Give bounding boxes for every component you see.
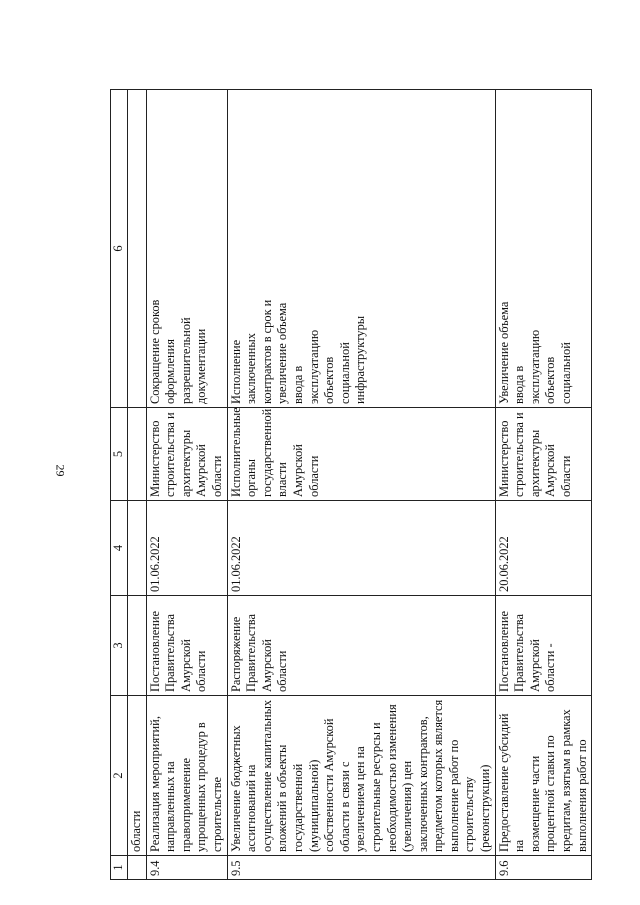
date-cell: 20.06.2022 xyxy=(495,501,592,596)
event-cell: Предоставление субсидий на возмещение части процентной ставки по кредитам, взятым в рамках выполнения работ по xyxy=(495,696,592,856)
page-number: 29 xyxy=(53,464,68,477)
table-row xyxy=(146,90,227,880)
result-cell: Увеличение объема ввода в эксплуатацию объектов социальной xyxy=(495,90,592,408)
table-cell xyxy=(128,501,147,596)
row-number: 9.5 xyxy=(227,856,495,880)
date-cell: 01.06.2022 xyxy=(146,501,227,596)
result-cell: Исполнение заключенных контрактов в срок и увеличение объема ввода в эксплуатацию объектов социальной инфраструктуры xyxy=(227,90,495,408)
header-cell: 1 xyxy=(111,856,128,880)
row-number: 9.4 xyxy=(146,856,227,880)
header-cell: 5 xyxy=(111,408,128,501)
table-cell xyxy=(128,408,147,501)
document-cell: Распоряжение Правительства Амурской области xyxy=(227,596,495,696)
executor-cell: Министерство строительства и архитектуры Амурской области xyxy=(146,408,227,501)
continuation-row xyxy=(128,90,147,880)
table-cell xyxy=(128,856,147,880)
header-row xyxy=(111,90,128,880)
row-number: 9.6 xyxy=(495,856,592,880)
date-cell: 01.06.2022 xyxy=(227,501,495,596)
executor-cell: Исполнительные органы государственной власти Амурской области xyxy=(227,408,495,501)
table-cell xyxy=(128,596,147,696)
event-cell: Увеличение бюджетных ассигнований на осуществление капитальных вложений в объекты государственной (муниципальной) собственности Амурской области в связи с увеличением цен на строительные ресурсы и необходимостью изменения (увеличения) цен заключенных контрактов, предметом которых является выполнение работ по строительству (реконструкции) xyxy=(227,696,495,856)
rotated-page xyxy=(110,90,600,880)
header-cell: 4 xyxy=(111,501,128,596)
header-cell: 6 xyxy=(111,90,128,408)
table-cell: области xyxy=(128,696,147,856)
table-row xyxy=(495,90,592,880)
table-cell xyxy=(128,90,147,408)
measures-table xyxy=(110,89,592,880)
executor-cell: Министерство строительства и архитектуры Амурской области xyxy=(495,408,592,501)
header-cell: 2 xyxy=(111,696,128,856)
header-cell: 3 xyxy=(111,596,128,696)
document-cell: Постановление Правительства Амурской области - xyxy=(495,596,592,696)
document-cell: Постановление Правительства Амурской области xyxy=(146,596,227,696)
table-row xyxy=(227,90,495,880)
event-cell: Реализация мероприятий, направленных на правоприменение упрощенных процедур в строительстве xyxy=(146,696,227,856)
result-cell: Сокращение сроков оформления разрешительной документации xyxy=(146,90,227,408)
